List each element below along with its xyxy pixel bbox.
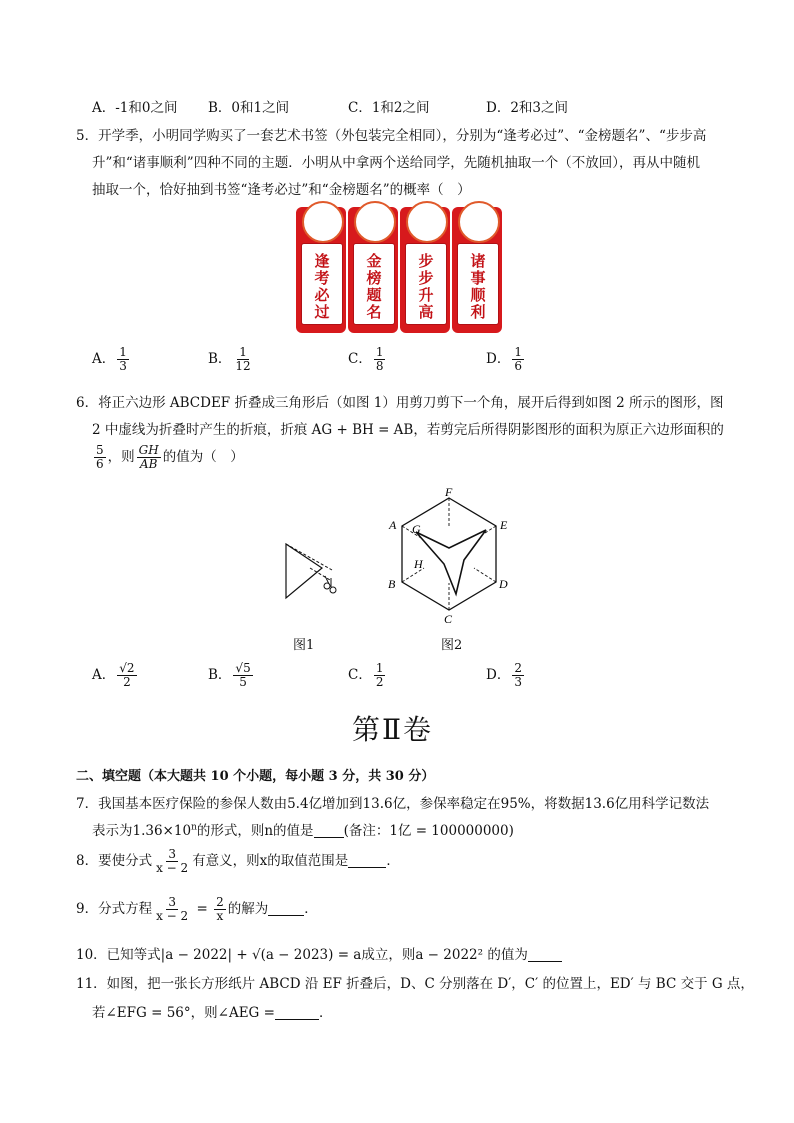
vertex-label-b: B: [388, 577, 396, 591]
q7-stem-line2: 表示为$1.36\times 10^n$的形式，则n的值是 (备注：1亿 = 100000000): [92, 822, 514, 839]
figure-1-folded-triangle: [280, 540, 340, 602]
q5-option-a: A． $\frac{1}{3}$: [92, 345, 127, 373]
q7-answer-blank[interactable]: [314, 823, 344, 838]
q11-stem-line2: 若∠EFG = 56°，则∠AEG = ．: [92, 1005, 333, 1021]
q4-option-a: A．-1和0之间: [92, 100, 178, 116]
cat-icon: [406, 201, 448, 243]
q4-option-c: C．1和2之间: [348, 100, 430, 116]
figure-2-hexagon: [384, 488, 514, 628]
q5-stem-line3: 抽取一个，恰好抽到书签“逢考必过”和“金榜题名”的概率（ ）: [92, 182, 471, 198]
q5-option-d: D． $\frac{1}{6}$: [486, 345, 522, 373]
cat-icon: [458, 201, 500, 243]
q9-stem: 9．分式方程 $\frac{3}{x - 2}$ = $\frac{2}{x}$ 的解为 ．: [76, 895, 318, 923]
vertex-label-a: A: [389, 518, 397, 532]
q5-option-b: B． $\frac{1}{12}$: [208, 345, 251, 373]
q6-option-d: D． $\frac{2}{3}$: [486, 661, 522, 689]
figure-2-caption: 图2: [441, 638, 463, 653]
q8-answer-blank[interactable]: [348, 853, 386, 868]
q9-answer-blank[interactable]: [268, 901, 304, 916]
q11-answer-blank[interactable]: [275, 1005, 319, 1020]
figure-1-caption: 图1: [293, 638, 315, 653]
q4-option-d: D．2和3之间: [486, 100, 569, 116]
section-title: 第Ⅱ卷: [352, 713, 434, 746]
scissors-icon: [324, 576, 336, 593]
q5-option-c: C． $\frac{1}{8}$: [348, 345, 384, 373]
q10-stem: 10．已知等式|a − 2022| + √(a − 2023) = a成立，则a − 2022² 的值为: [76, 943, 562, 963]
point-label-h: H: [414, 557, 423, 571]
q10-answer-blank[interactable]: [528, 947, 562, 962]
q6-stem-line2: 2 中虚线为折叠时产生的折痕，折痕 AG + BH = AB，若剪完后所得阴影图形的面积为原正六边形面积的: [92, 422, 724, 438]
bookmark-card-1: [296, 207, 346, 333]
bookmark-text-2: 金榜题名: [366, 252, 382, 321]
bookmarks-figure: [296, 207, 500, 335]
vertex-label-e: E: [500, 518, 508, 532]
q5-stem-line1: 5．开学季，小明同学购买了一套艺术书签（外包装完全相同），分别为“逢考必过”、“金榜题名”、“步步高: [76, 128, 707, 144]
bookmark-text-3: 步步升高: [418, 252, 434, 321]
cat-icon: [302, 201, 344, 243]
bookmark-card-3: [400, 207, 450, 333]
q6-option-c: C． $\frac{1}{2}$: [348, 661, 384, 689]
vertex-label-d: D: [499, 577, 508, 591]
bookmark-card-4: [452, 207, 502, 333]
q6-option-a: A． $\frac{√2}{2}$: [92, 661, 135, 689]
q5-stem-line2: 升”和“诸事顺利”四种不同的主题．小明从中拿两个送给同学，先随机抽取一个（不放回），再从中随机: [92, 155, 700, 171]
q7-stem-line1: 7．我国基本医疗保险的参保人数由5.4亿增加到13.6亿，参保率稳定在95%，将数据13.6亿用科学记数法: [76, 796, 710, 812]
vertex-label-f: F: [445, 488, 453, 499]
point-label-g: G: [412, 522, 421, 536]
bookmark-card-2: [348, 207, 398, 333]
q11-stem-line1: 11．如图，把一张长方形纸片 ABCD 沿 EF 折叠后，D、C 分别落在 D′，C′ 的位置上，ED′ 与 BC 交于 G 点，: [76, 976, 754, 992]
q6-stem-line3: $\frac{5}{6}$ ，则 $\frac{GH}{AB}$ 的值为（ ）: [96, 443, 244, 471]
section-2-heading: 二、填空题（本大题共 10 个小题，每小题 3 分，共 30 分）: [76, 769, 435, 784]
bookmark-text-4: 诸事顺利: [470, 252, 486, 321]
q4-option-b: B．0和1之间: [208, 100, 290, 116]
bookmark-text-1: 逢考必过: [314, 252, 330, 321]
vertex-label-c: C: [444, 612, 453, 626]
q6-option-b: B． $\frac{√5}{5}$: [208, 661, 251, 689]
q8-stem: 8．要使分式 $\frac{3}{x - 2}$ 有意义，则x的取值范围是 ．: [76, 847, 400, 875]
q6-stem-line1: 6．将正六边形 ABCDEF 折叠成三角形后（如图 1）用剪刀剪下一个角，展开后得到如图 2 所示的图形，图: [76, 395, 724, 411]
cat-icon: [354, 201, 396, 243]
